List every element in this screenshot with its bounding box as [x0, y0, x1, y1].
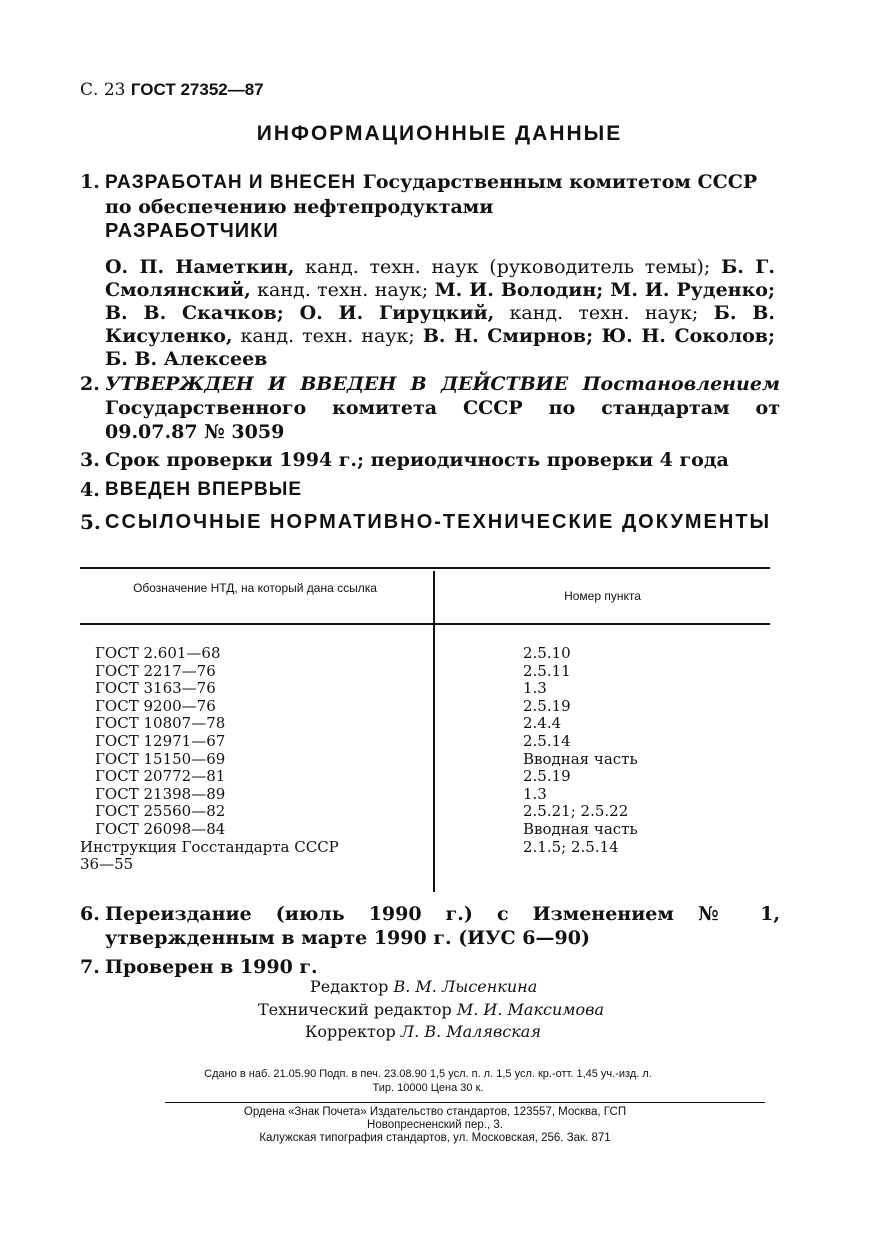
table-cell: 2.5.11	[523, 661, 571, 680]
table-cell: ГОСТ 2.601—68	[95, 644, 221, 662]
corrector-label: Корректор	[305, 1022, 396, 1041]
table-header-right: Номер пункта	[564, 589, 641, 603]
item-text: Переиздание (июль 1990 г.) с Изменением № 1, утвержденным в марте 1990 г. (ИУС 6—90)	[105, 903, 780, 949]
page-header	[80, 80, 264, 100]
developer-name: М. И. Володин; М. И. Руденко; В. В. Скачков; О. И. Гируцкий,	[105, 279, 775, 324]
developer-title: канд. техн. наук;	[250, 279, 435, 301]
table-cell: ГОСТ 15150—69	[95, 749, 226, 768]
item-3	[80, 448, 780, 472]
table-top-rule	[80, 567, 770, 569]
publisher-line: Калужская типография стандартов, ул. Московская, 256. Зак. 871	[259, 1132, 611, 1144]
item-5	[80, 510, 780, 534]
table-cell: 2.4.4	[523, 714, 562, 733]
item-lead: УТВЕРЖДЕН И ВВЕДЕН В ДЕЙСТВИЕ Постановлением	[105, 373, 780, 395]
item-4	[80, 478, 780, 502]
item-7	[80, 955, 780, 979]
corrector-name: Л. В. Малявская	[400, 1022, 541, 1041]
item-1	[80, 170, 780, 219]
footer-rule	[165, 1102, 765, 1103]
table-cell: Инструкция Госстандарта СССР	[80, 837, 339, 856]
developer-title: канд. техн. наук;	[494, 302, 714, 324]
corrector-line	[305, 1022, 541, 1041]
developer-title: канд. техн. наук (руководитель темы);	[294, 256, 722, 278]
table-cell: ГОСТ 12971—67	[95, 731, 226, 750]
page-title: ИНФОРМАЦИОННЫЕ ДАННЫЕ	[256, 122, 623, 145]
table-cell: ГОСТ 2217—76	[95, 661, 216, 680]
print-info-line: Сдано в наб. 21.05.90 Подп. в печ. 23.08.90 1,5 усл. п. л. 1,5 усл. кр.-отт. 1,45 уч.-изд. л.	[204, 1068, 652, 1080]
item-lead: РАЗРАБОТАН И ВНЕСЕН	[105, 172, 357, 193]
publisher-info	[165, 1106, 705, 1145]
item-2	[80, 372, 780, 444]
item-text: ССЫЛОЧНЫЕ НОРМАТИВНО-ТЕХНИЧЕСКИЕ ДОКУМЕНТЫ	[105, 511, 772, 533]
table-header-left: Обозначение НТД, на который дана ссылка	[133, 581, 377, 595]
table-cell: ГОСТ 10807—78	[95, 714, 226, 733]
developer-name: Б. Г. Смолянский,	[105, 256, 775, 301]
table-cell: 2.1.5; 2.5.14	[523, 837, 619, 856]
item-text: Срок проверки 1994 г.; периодичность проверки 4 года	[105, 449, 729, 471]
page-ref: С. 23	[80, 80, 126, 100]
gost-ref: ГОСТ 27352—87	[130, 80, 264, 99]
tech-editor-label: Технический редактор	[258, 1000, 452, 1019]
table-cell: 2.5.14	[523, 731, 571, 750]
developers-list	[105, 256, 775, 371]
item-text: Государственным комитетом СССР по обеспечению нефтепродуктами	[105, 171, 758, 218]
item-text: Проверен в 1990 г.	[105, 956, 318, 978]
reference-table	[80, 567, 770, 892]
table-cell: ГОСТ 21398—89	[95, 784, 226, 803]
table-cell: ГОСТ 25560—82	[95, 802, 226, 821]
table-cell: Вводная часть	[523, 749, 638, 768]
item-number: 4.	[80, 479, 100, 501]
item-number: 7.	[80, 956, 100, 978]
table-column-documents	[80, 645, 380, 874]
item-text: ВВЕДЕН ВПЕРВЫЕ	[105, 479, 303, 500]
table-cell: 2.5.10	[523, 644, 571, 662]
table-cell: ГОСТ 26098—84	[95, 819, 226, 838]
developer-name: В. Н. Смирнов; Ю. Н. Соколов; Б. В. Алексеев	[105, 325, 775, 370]
tech-editor-name: М. И. Максимова	[456, 1000, 605, 1019]
item-number: 1.	[80, 171, 100, 193]
tech-editor-line	[258, 1000, 604, 1019]
table-cell: Вводная часть	[523, 819, 638, 838]
item-number: 5.	[80, 510, 101, 534]
item-number: 3.	[80, 449, 100, 471]
table-header-rule	[80, 623, 770, 625]
developers-heading: РАЗРАБОТЧИКИ	[105, 220, 279, 242]
table-cell: 36—55	[80, 855, 134, 874]
print-info	[78, 1067, 778, 1095]
developer-name: Б. В. Кисуленко,	[105, 302, 775, 347]
editor-line	[310, 977, 537, 996]
table-cell: 2.5.19	[523, 767, 571, 786]
table-cell: 2.5.21; 2.5.22	[523, 802, 629, 821]
publisher-line: Новопресненский пер., 3.	[367, 1119, 503, 1131]
editor-name: В. М. Лысенкина	[393, 977, 538, 996]
developer-title: канд. техн. наук;	[232, 325, 423, 347]
table-cell: 2.5.19	[523, 696, 571, 715]
table-cell: 1.3	[523, 784, 547, 803]
table-column-divider	[433, 571, 435, 892]
item-text: Государственного комитета СССР по стандартам от 09.07.87 № 3059	[105, 397, 780, 443]
publisher-line: Ордена «Знак Почета» Издательство стандартов, 123557, Москва, ГСП	[243, 1106, 627, 1118]
table-cell: 1.3	[523, 679, 547, 698]
print-info-line: Тир. 10000 Цена 30 к.	[372, 1082, 484, 1094]
developer-name: О. П. Наметкин,	[105, 256, 295, 278]
item-number: 6.	[80, 903, 100, 925]
item-number: 2.	[80, 373, 100, 395]
table-cell: ГОСТ 9200—76	[95, 696, 216, 715]
table-cell: ГОСТ 3163—76	[95, 679, 216, 698]
table-column-clauses	[523, 645, 763, 856]
editor-label: Редактор	[310, 977, 389, 996]
table-cell: ГОСТ 20772—81	[95, 767, 226, 786]
item-6	[80, 902, 780, 950]
